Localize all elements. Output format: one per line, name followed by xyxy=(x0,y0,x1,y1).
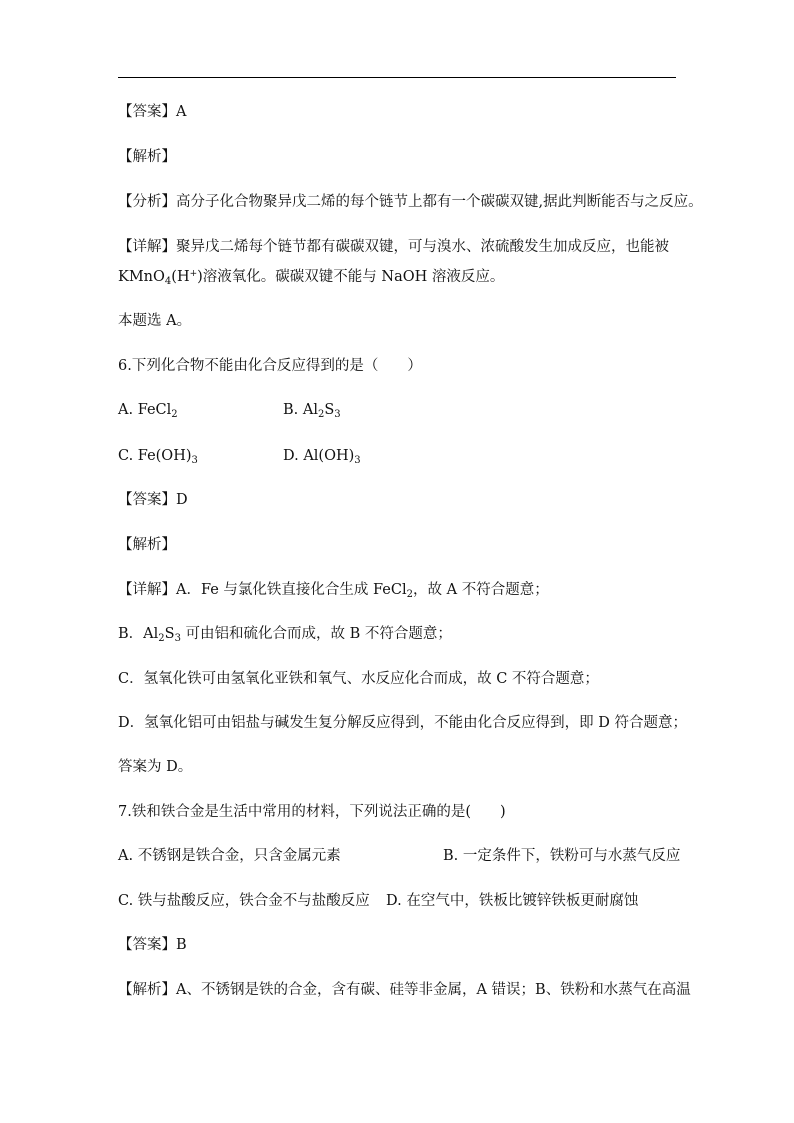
q5-fenxi: 【分析】高分子化合物聚异戊二烯的每个链节上都有一个碳碳双键,据此判断能否与之反应。 xyxy=(118,194,703,210)
q7-question: 7.铁和铁合金是生活中常用的材料，下列说法正确的是( ) xyxy=(118,804,506,820)
q6-detail-c: C．氢氧化铁可由氢氧化亚铁和氧气、水反应化合而成，故 C 不符合题意； xyxy=(118,671,599,687)
q5-analysis-label: 【解析】 xyxy=(118,149,176,165)
q6-detail-d: D．氢氧化铝可由铝盐与碱发生复分解反应得到，不能由化合反应得到，即 D 符合题意； xyxy=(118,715,687,731)
q6-detail-a: 【详解】A．Fe 与氯化铁直接化合生成 FeCl$_2$，故 A 不符合题意； xyxy=(118,582,549,600)
q6-conclusion: 答案为 D。 xyxy=(118,759,193,775)
q6-answer: 【答案】D xyxy=(118,492,188,508)
q6-option-c: C. $Fe(OH)_3$ xyxy=(118,448,198,466)
q7-option-d: D. 在空气中，铁板比镀锌铁板更耐腐蚀 xyxy=(386,893,639,909)
q6-option-d: D. $Al(OH)_3$ xyxy=(283,448,361,466)
q7-option-c: C. 铁与盐酸反应，铁合金不与盐酸反应 xyxy=(118,893,370,909)
q5-answer: 【答案】A xyxy=(118,104,187,120)
q5-detail-line2: KMnO$_4$(H+)溶液氧化。碳碳双键不能与 NaOH 溶液反应。 xyxy=(118,269,505,287)
header-rule xyxy=(118,77,676,78)
q7-option-a: A. 不锈钢是铁合金，只含金属元素 xyxy=(118,848,341,864)
q7-option-b: B. 一定条件下，铁粉可与水蒸气反应 xyxy=(443,848,681,864)
q6-detail-b: B．$Al_2S_3$ 可由铝和硫化合而成，故 B 不符合题意； xyxy=(118,626,452,644)
q7-analysis: 【解析】A、不锈钢是铁的合金，含有碳、硅等非金属，A 错误；B、铁粉和水蒸气在高温 xyxy=(118,982,691,998)
q5-conclusion: 本题选 A。 xyxy=(118,313,192,329)
q6-option-b: B. $Al_2S_3$ xyxy=(283,402,341,420)
q7-answer: 【答案】B xyxy=(118,937,187,953)
q6-question: 6.下列化合物不能由化合反应得到的是（ ） xyxy=(118,358,422,374)
q6-analysis-label: 【解析】 xyxy=(118,537,176,553)
q6-option-a: A. FeCl$_2$ xyxy=(118,402,178,420)
q5-detail-line1: 【详解】聚异戊二烯每个链节都有碳碳双键，可与溴水、浓硫酸发生加成反应，也能被 xyxy=(118,239,669,255)
